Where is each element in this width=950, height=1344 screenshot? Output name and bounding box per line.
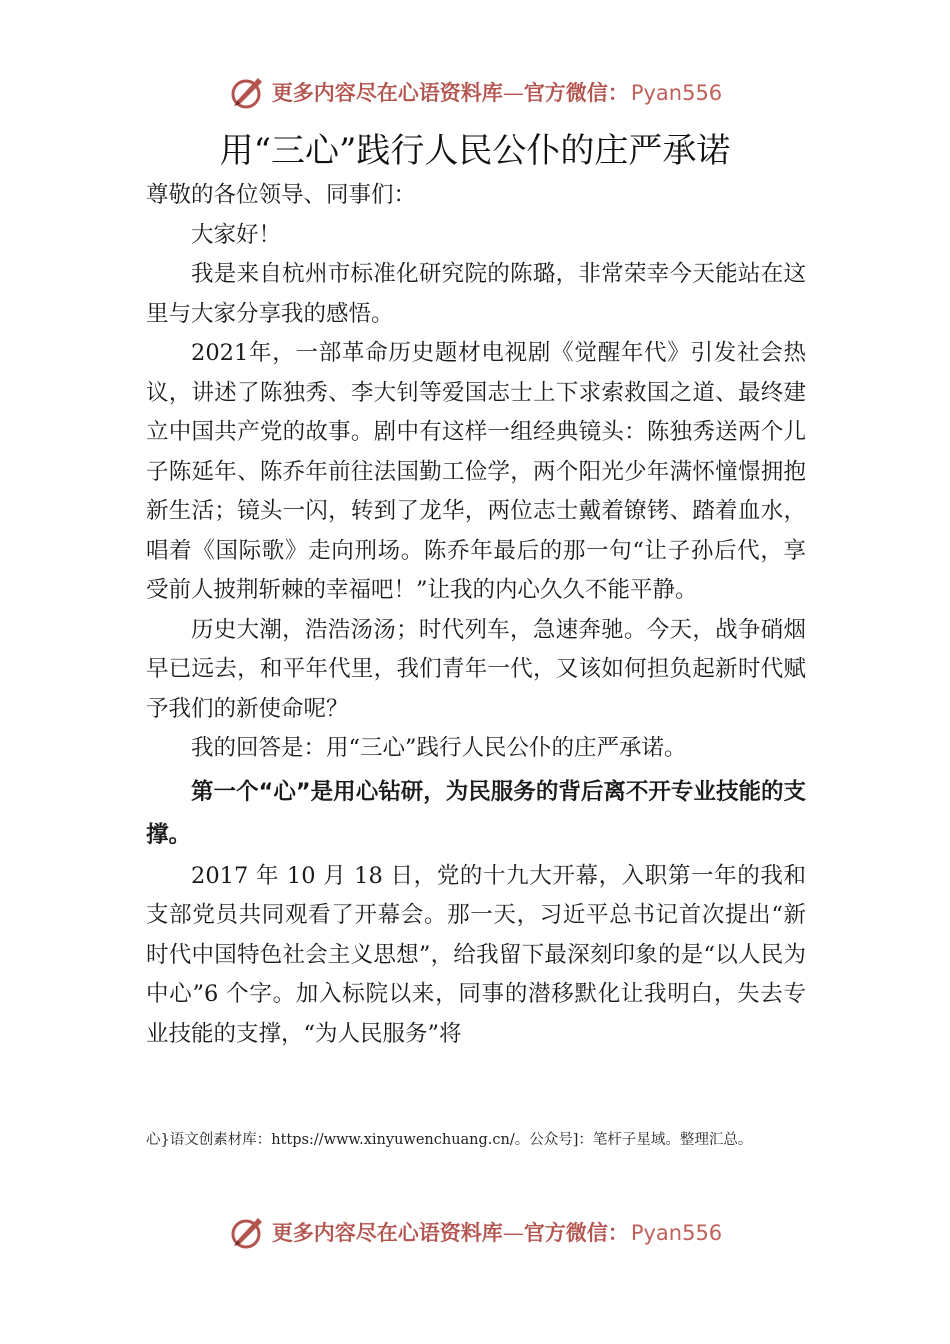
source-footnote: 心}语文创素材库：https://www.xinyuwenchuang.cn/。公众号]：笔杆子星域。整理汇总。 — [146, 1132, 753, 1148]
section-heading: 第一个“心”是用心钻研，为民服务的背后离不开专业技能的支撑。 — [146, 778, 806, 848]
quill-pen-logo-icon — [228, 72, 268, 112]
speech-body — [146, 176, 806, 1054]
paragraph: 我的回答是：用“三心”践行人民公仆的庄严承诺。 — [191, 735, 687, 761]
banner-text: 更多内容尽在心语资料库—官方微信：Pyan556 — [271, 1220, 723, 1245]
page-title: 用“三心”践行人民公仆的庄严承诺 — [219, 131, 731, 171]
paragraph: 大家好！ — [191, 221, 282, 248]
greeting-line: 尊敬的各位领导、同事们： — [146, 182, 417, 208]
paragraph: 2017 年 10 月 18 日，党的十九大开幕，入职第一年的我和支部党员共同观看了开幕会。那一天，习近平总书记首次提出“新时代中国特色社会主义思想”，给我留下最深刻印象的是“以人民为中心”6 个字。加入标院以来，同事的潜移默化让我明白，失去专业技能的支撑，“为人民服务”将 — [146, 862, 806, 1047]
quill-pen-logo-icon — [228, 1212, 268, 1252]
footer-banner — [0, 1212, 950, 1252]
paragraph: 历史大潮，浩浩汤汤；时代列车，急速奔驰。今天，战争硝烟早已远去，和平年代里，我们青年一代，又该如何担负起新时代赋予我们的新使命呢？ — [146, 616, 806, 722]
paragraph: 我是来自杭州市标准化研究院的陈璐，非常荣幸今天能站在这里与大家分享我的感悟。 — [146, 261, 806, 327]
banner-text: 更多内容尽在心语资料库—官方微信：Pyan556 — [271, 80, 723, 105]
paragraph: 2021年，一部革命历史题材电视剧《觉醒年代》引发社会热议，讲述了陈独秀、李大钊等爱国志士上下求索救国之道、最终建立中国共产党的故事。剧中有这样一组经典镜头：陈独秀送两个儿子陈延年、陈乔年前往法国勤工俭学，两个阳光少年满怀憧憬拥抱新生活；镜头一闪，转到了龙华，两位志士戴着镣铐、踏着血水，唱着《国际歌》走向刑场。陈乔年最后的那一句“让子孙后代，享受前人披荆斩棘的幸福吧！”让我的内心久久不能平静。 — [146, 340, 806, 603]
header-banner — [0, 72, 950, 112]
